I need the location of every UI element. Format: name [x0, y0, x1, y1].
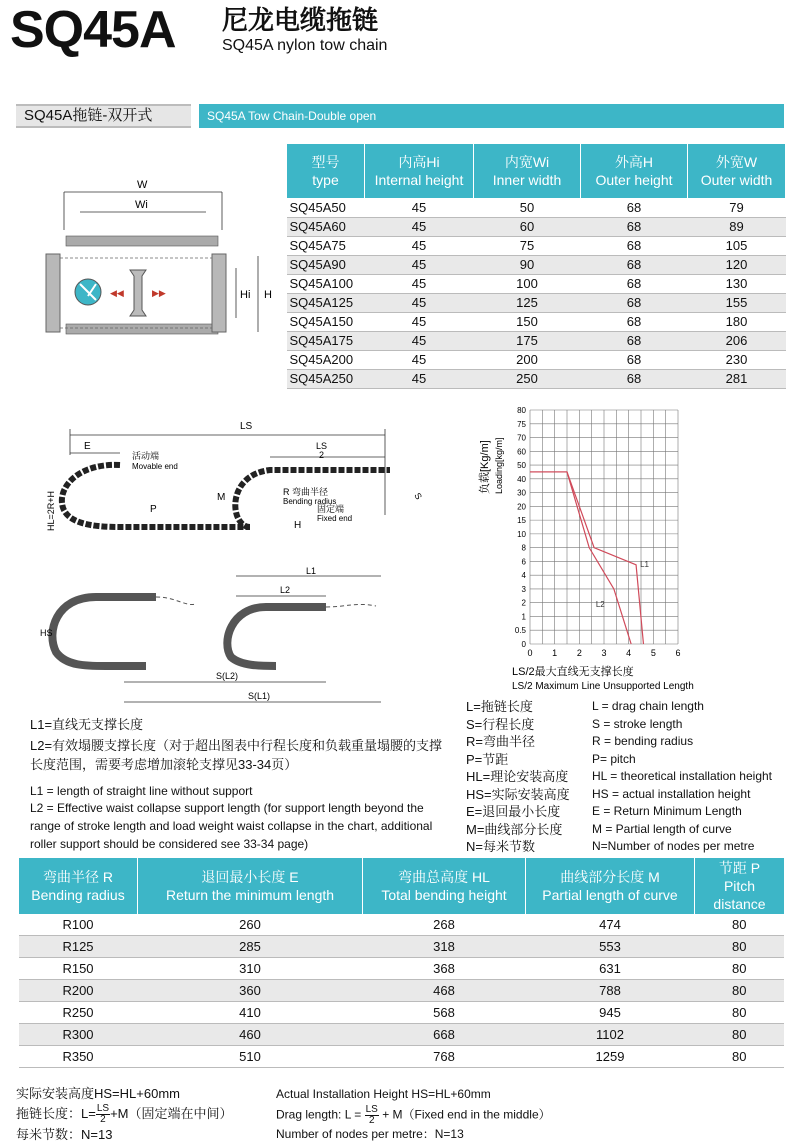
cell: 360	[138, 980, 363, 1002]
cell: 120	[688, 256, 786, 275]
cell: SQ45A60	[287, 218, 365, 237]
y-tick-label: 80	[517, 406, 526, 415]
y-tick-label: 1	[521, 612, 526, 622]
cell: R300	[19, 1024, 138, 1046]
spec-header-type-cn: 型号	[311, 154, 340, 170]
cell: 45	[365, 237, 474, 256]
cell: 80	[695, 936, 785, 958]
cell: 68	[581, 313, 688, 332]
installation-diagram	[36, 562, 396, 707]
table-row	[287, 370, 786, 389]
spec-table	[286, 143, 786, 389]
x-tick-label: 1	[552, 648, 558, 658]
definition-l1-cn: L1=直线无支撑长度	[30, 717, 144, 732]
spec-header-hi-cn: 内高Hi	[398, 154, 440, 170]
cell: 788	[526, 980, 695, 1002]
cell: 80	[695, 958, 785, 980]
bending-table	[18, 858, 784, 1068]
cell: SQ45A90	[287, 256, 365, 275]
table-row	[19, 1002, 785, 1024]
dim-l1: L1	[306, 566, 317, 576]
fraction-denominator: 2	[100, 1114, 106, 1126]
bend-header-e-en: Return the minimum length	[165, 887, 335, 903]
cell: 230	[688, 351, 786, 370]
cell: 150	[474, 313, 581, 332]
product-code: SQ45A	[10, 1, 176, 59]
cell: 155	[688, 294, 786, 313]
dim-l2: L2	[280, 585, 291, 595]
table-row	[287, 199, 786, 218]
cell: 310	[138, 958, 363, 980]
cell: 80	[695, 1046, 785, 1068]
legend-item: HS=实际安装高度	[466, 786, 570, 802]
y-tick-label: 40	[517, 474, 526, 484]
chart-series	[530, 472, 650, 644]
x-tick-label: 5	[650, 648, 656, 658]
y-tick-label: 8	[521, 543, 526, 553]
footer-length-cn	[16, 1104, 232, 1125]
table-row	[19, 936, 785, 958]
cell: 45	[365, 218, 474, 237]
cell: 45	[365, 351, 474, 370]
spec-header-hi-en: Internal height	[374, 172, 464, 188]
x-tick-label: 4	[626, 648, 632, 658]
fraction	[365, 1105, 379, 1126]
footer-hs-en: Actual Installation Height HS=HL+60mm	[276, 1087, 491, 1101]
spec-header-w-cn: 外宽W	[715, 154, 758, 170]
fixed-end-en: Fixed end	[317, 514, 353, 523]
svg-text:▶▶: ▶▶	[152, 288, 166, 298]
cell: R150	[19, 958, 138, 980]
y-tick-label: 50	[517, 461, 526, 471]
cell: 68	[581, 256, 688, 275]
cell: 68	[581, 332, 688, 351]
cell: 68	[581, 275, 688, 294]
y-tick-label: 3	[521, 584, 526, 594]
section-bar	[16, 104, 784, 128]
y-tick-label: 4	[521, 571, 526, 581]
dim-hs: HS	[40, 628, 53, 638]
spec-header-h-cn: 外高H	[614, 154, 654, 170]
dim-ls2-den: 2	[319, 450, 325, 460]
x-tick-label: 6	[675, 648, 681, 658]
side-view-diagram	[40, 415, 450, 555]
cell: SQ45A50	[287, 199, 365, 218]
fraction	[96, 1104, 110, 1125]
dim-hi: Hi	[240, 289, 251, 301]
cell: 175	[474, 332, 581, 351]
legend-item: S = stroke length	[592, 716, 683, 731]
cell: 510	[138, 1046, 363, 1068]
cell: 90	[474, 256, 581, 275]
title-english: SQ45A nylon tow chain	[222, 37, 388, 54]
series-label-l2: L2	[595, 599, 605, 609]
title-chinese: 尼龙电缆拖链	[222, 6, 379, 36]
bend-header-m-en: Partial length of curve	[542, 887, 678, 903]
cell: 474	[526, 914, 695, 936]
table-row	[19, 980, 785, 1002]
footer-length-cn-b: +M（固定端在中间）	[110, 1106, 233, 1121]
cell: R350	[19, 1046, 138, 1068]
cell: 368	[363, 958, 526, 980]
legend-item: E=退回最小长度	[466, 804, 561, 819]
table-row	[287, 275, 786, 294]
section-title-cn: SQ45A拖链-双开式	[16, 104, 191, 128]
cell: 768	[363, 1046, 526, 1068]
section-title-en: SQ45A Tow Chain-Double open	[199, 104, 784, 128]
dim-w: W	[137, 179, 148, 191]
legend-item: P= pitch	[592, 751, 636, 766]
chart-xlabel-cn: LS/2最大直线无支撑长度	[512, 666, 634, 678]
chart-ylabel-en: Loading[kg/m]	[494, 437, 504, 494]
cell: 79	[688, 199, 786, 218]
cell: 68	[581, 218, 688, 237]
cell: 50	[474, 199, 581, 218]
cell: 468	[363, 980, 526, 1002]
cell: 89	[688, 218, 786, 237]
cell: 80	[695, 1002, 785, 1024]
table-row	[19, 1046, 785, 1068]
spec-header-w-en: Outer width	[700, 172, 773, 188]
cell: 68	[581, 294, 688, 313]
cell: 631	[526, 958, 695, 980]
series-label-l1: L1	[640, 559, 649, 569]
cell: 80	[695, 980, 785, 1002]
fraction-numerator: LS	[365, 1104, 378, 1115]
table-row	[287, 256, 786, 275]
cell: 200	[474, 351, 581, 370]
footer-length-en	[276, 1105, 551, 1126]
cell: 45	[365, 313, 474, 332]
dim-wi: Wi	[135, 199, 148, 211]
cell: SQ45A175	[287, 332, 365, 351]
series-line-l2	[530, 472, 631, 644]
cell: 75	[474, 237, 581, 256]
y-tick-label: 75	[517, 419, 526, 429]
bend-header-r-cn: 弯曲半径 R	[43, 869, 113, 885]
cell: 45	[365, 370, 474, 389]
cell: 45	[365, 332, 474, 351]
definition-l2-en: L2 = Effective waist collapse support length (for support length beyond the range of stroke length and load weight waist collapse in the chart, additional roller support should be considered see 33-34 page)	[30, 801, 433, 851]
cell: 206	[688, 332, 786, 351]
legend-item: S=行程长度	[466, 716, 535, 732]
bend-header-p-cn: 节距 P	[718, 860, 761, 876]
y-tick-label: 10	[517, 529, 526, 539]
cell: 68	[581, 351, 688, 370]
cell: 410	[138, 1002, 363, 1024]
legend-item: M=曲线部分长度	[466, 821, 563, 837]
cell: 100	[474, 275, 581, 294]
cell: 45	[365, 275, 474, 294]
table-row	[19, 958, 785, 980]
dim-p: P	[150, 504, 157, 515]
bend-header-row	[19, 858, 785, 914]
bend-radius-en: Bending radius	[283, 497, 337, 506]
cell: 80	[695, 1024, 785, 1046]
fixed-end-cn: 固定端	[317, 504, 345, 514]
bend-radius-cn: R 弯曲半径	[283, 487, 329, 497]
table-row	[287, 294, 786, 313]
bend-header-p-en: Pitch distance	[713, 878, 766, 912]
y-tick-label: 15	[517, 516, 526, 526]
bend-header-hl-en: Total bending height	[381, 887, 507, 903]
y-tick-label: 60	[517, 447, 526, 457]
definition-l2-cn: L2=有效塌腰支撑长度（对于超出图表中行程长度和负载重量塌腰的支撑长度范围，需要考虑增加滚轮支撑见33-34页）	[30, 738, 443, 772]
series-line-l1	[530, 472, 643, 644]
table-row	[19, 1024, 785, 1046]
spec-header-wi-en: Inner width	[492, 172, 562, 188]
cell: 318	[363, 936, 526, 958]
y-tick-label: 30	[517, 488, 526, 498]
cell: SQ45A150	[287, 313, 365, 332]
dim-h: H	[264, 289, 272, 301]
legend-item: L=拖链长度	[466, 699, 533, 714]
cell: SQ45A75	[287, 237, 365, 256]
y-tick-label: 2	[521, 598, 526, 608]
chart-y-ticks	[515, 406, 527, 649]
x-tick-label: 3	[601, 648, 607, 658]
cell: 105	[688, 237, 786, 256]
x-tick-label: 2	[576, 648, 582, 658]
cell: 45	[365, 256, 474, 275]
legend-item: R = bending radius	[592, 734, 694, 748]
dim-sl2: S(L2)	[216, 671, 239, 681]
cell: 553	[526, 936, 695, 958]
legend-item: HL=理论安装高度	[466, 769, 569, 784]
fraction-numerator: LS	[96, 1103, 110, 1115]
cell: 60	[474, 218, 581, 237]
cell: 180	[688, 313, 786, 332]
x-tick-label: 0	[527, 648, 533, 658]
spec-header-h-en: Outer height	[595, 172, 673, 188]
bend-header-m-cn: 曲线部分长度 M	[560, 869, 660, 885]
cell: R250	[19, 1002, 138, 1024]
spec-header-wi-cn: 内宽Wi	[504, 154, 550, 170]
dim-h-side: H	[294, 520, 302, 531]
spec-header-type-en: type	[312, 172, 339, 188]
bend-header-hl-cn: 弯曲总高度 HL	[398, 869, 490, 885]
definition-l1-en: L1 = length of straight line without support	[30, 784, 253, 798]
legend-item: N=每米节数	[466, 839, 535, 854]
cell: 80	[695, 914, 785, 936]
cell: 68	[581, 370, 688, 389]
dim-s: S	[412, 491, 424, 502]
legend-en	[592, 698, 792, 856]
table-row	[287, 313, 786, 332]
table-row	[287, 332, 786, 351]
cell: SQ45A125	[287, 294, 365, 313]
spec-header-row	[287, 144, 786, 199]
legend-item: L = drag chain length	[592, 699, 704, 713]
y-tick-label: 70	[517, 433, 526, 443]
cell: SQ45A100	[287, 275, 365, 294]
dim-sl1: S(L1)	[248, 691, 271, 701]
table-row	[287, 218, 786, 237]
dim-ls: LS	[240, 421, 253, 432]
cell: 668	[363, 1024, 526, 1046]
svg-text:◀◀: ◀◀	[110, 288, 124, 298]
cross-section-diagram	[40, 172, 280, 342]
footer-length-cn-a: 拖链长度：L=	[16, 1106, 96, 1121]
y-tick-label: 0	[521, 640, 526, 649]
legend-item: E = Return Minimum Length	[592, 804, 742, 818]
cell: 285	[138, 936, 363, 958]
movable-end-cn: 活动端	[132, 451, 160, 461]
bend-header-r-en: Bending radius	[31, 887, 125, 903]
cell: 1102	[526, 1024, 695, 1046]
legend-item: N=Number of nodes per metre	[592, 839, 755, 853]
dim-e: E	[84, 441, 91, 452]
cell: 45	[365, 199, 474, 218]
cell: 268	[363, 914, 526, 936]
cell: 568	[363, 1002, 526, 1024]
table-row	[287, 351, 786, 370]
y-tick-label: 6	[521, 557, 526, 567]
legend-item: P=节距	[466, 751, 509, 767]
chart-x-ticks	[527, 648, 680, 658]
load-chart	[472, 404, 772, 700]
cell: 281	[688, 370, 786, 389]
footer-length-en-b: + M（Fixed end in the middle）	[382, 1107, 551, 1122]
footer-hs-cn: 实际安装高度HS=HL+60mm	[16, 1086, 180, 1101]
cell: SQ45A250	[287, 370, 365, 389]
cell: 460	[138, 1024, 363, 1046]
y-tick-label: 0.5	[514, 626, 526, 636]
cell: 945	[526, 1002, 695, 1024]
footer-length-en-a: Drag length: L =	[276, 1107, 362, 1122]
cell: R200	[19, 980, 138, 1002]
chart-ylabel-cn: 负载[Kg/m]	[479, 440, 491, 494]
cell: 250	[474, 370, 581, 389]
bend-header-e-cn: 退回最小长度 E	[201, 869, 299, 885]
legend-item: HS = actual installation height	[592, 786, 751, 801]
cell: SQ45A200	[287, 351, 365, 370]
cell: 125	[474, 294, 581, 313]
legend-item: R=弯曲半径	[466, 734, 535, 749]
y-tick-label: 20	[517, 502, 526, 512]
chart-xlabel-en: LS/2 Maximum Line Unsupported Length	[512, 681, 694, 692]
footer-n-en: Number of nodes per metre：N=13	[276, 1127, 464, 1141]
cell: 68	[581, 237, 688, 256]
cell: R125	[19, 936, 138, 958]
dim-m: M	[217, 492, 226, 503]
cell: R100	[19, 914, 138, 936]
movable-end-en: Movable end	[132, 462, 178, 471]
table-row	[287, 237, 786, 256]
dim-ls2-num: LS	[316, 441, 328, 451]
legend-item: M = Partial length of curve	[592, 821, 732, 836]
cell: 130	[688, 275, 786, 294]
footer-n-cn: 每米节数：N=13	[16, 1127, 113, 1142]
cell: 45	[365, 294, 474, 313]
legend-cn	[466, 698, 591, 856]
cell: 68	[581, 199, 688, 218]
table-row	[19, 914, 785, 936]
cell: 260	[138, 914, 363, 936]
legend-item: HL = theoretical installation height	[592, 769, 772, 783]
dim-hl: HL=2R+H	[46, 490, 56, 531]
fraction-denominator: 2	[368, 1115, 375, 1126]
cell: 1259	[526, 1046, 695, 1068]
